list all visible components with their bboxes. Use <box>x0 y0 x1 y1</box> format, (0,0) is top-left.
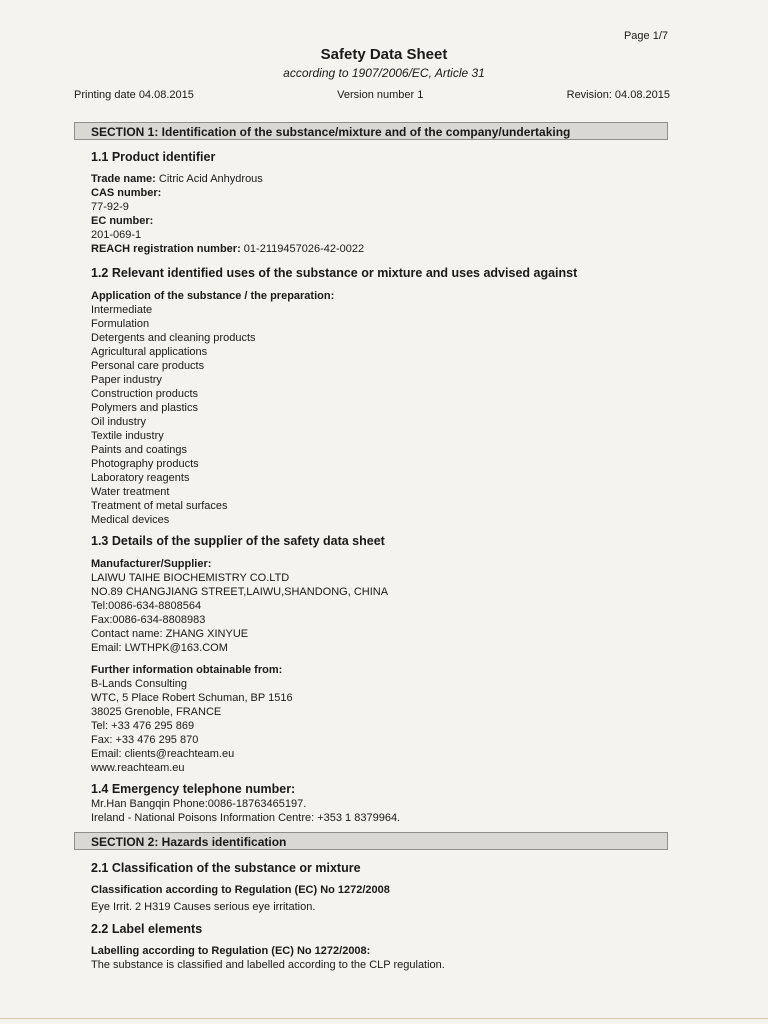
section-1-2 <box>91 266 681 527</box>
bottom-edge <box>0 1018 768 1019</box>
manufacturer-line: Email: LWTHPK@163.COM <box>91 642 228 654</box>
further-info-line: B-Lands Consulting <box>91 678 188 690</box>
section-heading: 1.2 Relevant identified uses of the substance or mixture and uses advised against <box>91 266 578 280</box>
page-number: Page 1/7 <box>623 30 668 42</box>
meta-row <box>74 89 670 101</box>
list-item: Agricultural applications <box>91 346 208 358</box>
list-item: Medical devices <box>91 514 170 526</box>
printing-date: Printing date 04.08.2015 <box>74 89 194 101</box>
field-value: Citric Acid Anhydrous <box>155 173 263 185</box>
list-item: Detergents and cleaning products <box>91 332 256 344</box>
further-info-line: 38025 Grenoble, FRANCE <box>91 706 222 718</box>
section-heading: 1.4 Emergency telephone number: <box>91 782 296 796</box>
section-2-2 <box>91 922 681 972</box>
cas-value: 77-92-9 <box>91 201 129 213</box>
manufacturer-line: Tel:0086-634-8808564 <box>91 600 202 612</box>
list-item: Paints and coatings <box>91 444 188 456</box>
further-info-label: Further information obtainable from: <box>91 664 283 676</box>
list-item: Intermediate <box>91 304 153 316</box>
trade-name <box>91 172 681 186</box>
further-info-line: Tel: +33 476 295 869 <box>91 720 195 732</box>
list-item: Personal care products <box>91 360 205 372</box>
section-heading: 1.1 Product identifier <box>91 150 216 164</box>
list-item: Photography products <box>91 458 199 470</box>
list-item: Polymers and plastics <box>91 402 198 414</box>
list-item: Construction products <box>91 388 198 400</box>
list-item: Formulation <box>91 318 150 330</box>
field-label: Trade name: <box>91 173 156 185</box>
further-info-line: www.reachteam.eu <box>91 762 185 774</box>
section-1-header: SECTION 1: Identification of the substance/mixture and of the company/undertaking <box>74 122 668 140</box>
section-heading: 1.3 Details of the supplier of the safety data sheet <box>91 534 385 548</box>
further-info-line: WTC, 5 Place Robert Schuman, BP 1516 <box>91 692 293 704</box>
section-1-3 <box>91 534 681 775</box>
section-2-1 <box>91 861 681 914</box>
manufacturer-line: Fax:0086-634-8808983 <box>91 614 206 626</box>
list-item: Water treatment <box>91 486 170 498</box>
ec-label: EC number: <box>91 215 154 227</box>
field-label: REACH registration number: <box>91 243 241 255</box>
section-1-4 <box>91 782 681 825</box>
list-item: Laboratory reagents <box>91 472 190 484</box>
section-heading: 2.1 Classification of the substance or mixture <box>91 861 361 875</box>
application-label: Application of the substance / the preparation: <box>91 290 335 302</box>
classification-label: Classification according to Regulation (EC) No 1272/2008 <box>91 884 390 896</box>
section-heading: 2.2 Label elements <box>91 922 203 936</box>
emergency-line: Ireland - National Poisons Information Centre: +353 1 8379964. <box>91 812 401 824</box>
list-item: Paper industry <box>91 374 162 386</box>
field-value: 01-2119457026-42-0022 <box>240 243 365 255</box>
cas-label: CAS number: <box>91 187 162 199</box>
section-1-1 <box>91 150 681 256</box>
further-info-line: Email: clients@reachteam.eu <box>91 748 235 760</box>
version-number: Version number 1 <box>337 89 424 101</box>
document-title: Safety Data Sheet <box>320 46 448 63</box>
revision-date: Revision: 04.08.2015 <box>566 89 670 101</box>
classification-value: Eye Irrit. 2 H319 Causes serious eye irritation. <box>91 901 316 913</box>
ec-value: 201-069-1 <box>91 229 142 241</box>
list-item: Treatment of metal surfaces <box>91 500 228 512</box>
document-subtitle: according to 1907/2006/EC, Article 31 <box>283 66 485 80</box>
further-info-line: Fax: +33 476 295 870 <box>91 734 199 746</box>
section-2-header: SECTION 2: Hazards identification <box>74 832 668 850</box>
list-item: Textile industry <box>91 430 164 442</box>
manufacturer-line: Contact name: ZHANG XINYUE <box>91 628 249 640</box>
reach-number <box>91 242 681 256</box>
manufacturer-line: NO.89 CHANGJIANG STREET,LAIWU,SHANDONG, CHINA <box>91 586 389 598</box>
labelling-value: The substance is classified and labelled according to the CLP regulation. <box>91 959 445 971</box>
labelling-label: Labelling according to Regulation (EC) No 1272/2008: <box>91 945 371 957</box>
manufacturer-label: Manufacturer/Supplier: <box>91 558 212 570</box>
emergency-line: Mr.Han Bangqin Phone:0086-18763465197. <box>91 798 307 810</box>
list-item: Oil industry <box>91 416 147 428</box>
manufacturer-line: LAIWU TAIHE BIOCHEMISTRY CO.LTD <box>91 572 290 584</box>
